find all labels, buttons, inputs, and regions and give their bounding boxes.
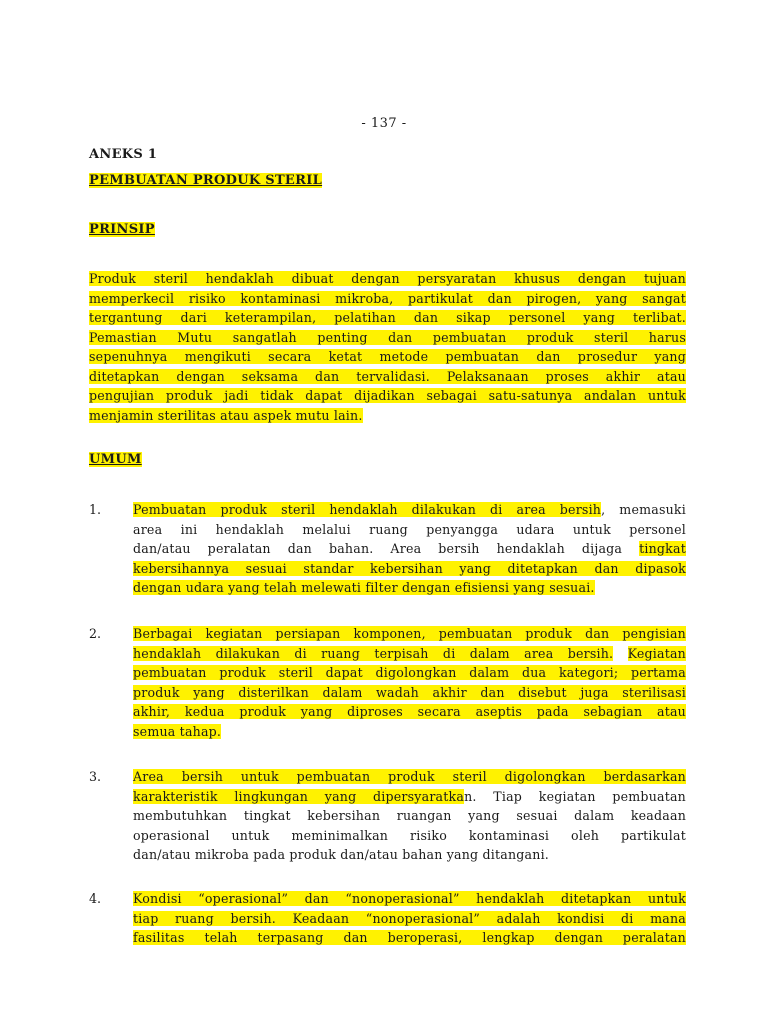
highlighted-text: tergantung dari keterampilan, pelatihan dan sikap personel yang terlibat. [89,310,686,325]
highlighted-text: ditetapkan dengan seksama dan tervalidasi. Pelaksanaan proses akhir atau [89,368,686,384]
section-heading-principle [89,221,155,238]
principle-line [89,367,686,387]
item-line [133,644,686,664]
plain-text: , memasuki [601,502,686,517]
principle-line [89,347,686,367]
item-line [133,806,686,826]
highlighted-text: hendaklah dilakukan di ruang terpisah di dalam area bersih. [133,645,614,661]
annex-title: ANEKS 1 [89,147,158,162]
item-line [133,702,686,722]
principle-line [89,308,686,328]
principle-paragraph [89,269,686,425]
item-number: 4. [89,891,102,906]
item-line [133,663,686,683]
item-line [133,767,686,787]
plain-text: operasional untuk meminimalkan risiko kontaminasi oleh partikulat [133,827,686,843]
highlighted-text: memperkecil risiko kontaminasi mikroba, partikulat dan pirogen, yang sangat [89,290,686,306]
plain-text: membutuhkan tingkat kebersihan ruangan yang sesuai dalam keadaan [133,808,686,823]
item-number: 1. [89,502,102,517]
highlighted-text: karakteristik lingkungan yang dipersyaratka [133,788,465,804]
highlighted-text: semua tahap. [133,723,222,739]
highlighted-text: Pembuatan produk steril hendaklah dilakukan di area bersih [133,502,602,517]
item-line [133,539,686,559]
page-number: - 137 - [361,116,407,131]
highlighted-text: Berbagai kegiatan persiapan komponen, pembuatan produk dan pengisian [133,626,686,641]
highlighted-text: menjamin sterilitas atau aspek mutu lain. [89,407,363,423]
highlighted-text: Produk steril hendaklah dibuat dengan persyaratan khusus dengan tujuan [89,271,686,286]
highlighted-text: Pemastian Mutu sangatlah penting dan pembuatan produk steril harus [89,329,686,345]
principle-line [89,406,686,426]
principle-heading-text: PRINSIP [89,222,155,237]
highlighted-text: pengujian produk jadi tidak dapat dijadikan sebagai satu-satunya andalan untuk [89,388,686,403]
highlighted-text: tingkat [639,541,686,556]
item-line [133,722,686,742]
general-heading-text: UMUM [89,452,142,467]
item-line [133,909,686,929]
plain-text [613,646,627,661]
section-heading-general [89,451,142,468]
plain-text: dan/atau peralatan dan bahan. Area bersih hendaklah dijaga [133,541,640,556]
highlighted-text: produk yang disterilkan dalam wadah akhir dan disebut juga sterilisasi [133,684,686,700]
item-line [133,845,686,865]
principle-line [89,328,686,348]
highlighted-text: dengan udara yang telah melewati filter dengan efisiensi yang sesuai. [133,580,595,595]
item-line [133,928,686,948]
principle-line [89,269,686,289]
highlighted-text: Kondisi “operasional” dan “nonoperasional” hendaklah ditetapkan untuk [133,891,686,906]
principle-line [89,386,686,406]
item-text [133,500,686,598]
item-line [133,559,686,579]
highlighted-text: Kegiatan [627,645,686,661]
highlighted-text: pembuatan produk steril dapat digolongkan dalam dua kategori; pertama [133,665,686,680]
highlighted-text: Area bersih untuk pembuatan produk steril digolongkan berdasarkan [133,769,686,784]
item-line [133,624,686,644]
item-line [133,500,686,520]
highlighted-text: fasilitas telah terpasang dan beroperasi, lengkap dengan peralatan [133,930,686,945]
item-text [133,889,686,948]
item-line [133,520,686,540]
highlighted-text: sepenuhnya mengikuti secara ketat metode pembuatan dan prosedur yang [89,349,686,364]
plain-text: n. Tiap kegiatan pembuatan [464,788,686,804]
item-line [133,826,686,846]
highlighted-text: kebersihannya sesuai standar kebersihan yang ditetapkan dan dipasok [133,560,686,576]
annex-subtitle-text: PEMBUATAN PRODUK STERIL [89,173,323,188]
plain-text: area ini hendaklah melalui ruang penyangga udara untuk personel [133,521,686,537]
item-number: 2. [89,626,102,641]
item-text [133,767,686,865]
item-line [133,578,686,598]
annex-subtitle [89,172,322,189]
item-line [133,683,686,703]
item-line [133,787,686,807]
highlighted-text: akhir, kedua produk yang diproses secara aseptis pada sebagian atau [133,704,686,719]
plain-text: dan/atau mikroba pada produk dan/atau bahan yang ditangani. [133,847,550,862]
principle-line [89,289,686,309]
item-line [133,889,686,909]
item-number: 3. [89,769,102,784]
item-text [133,624,686,741]
highlighted-text: tiap ruang bersih. Keadaan “nonoperasional” adalah kondisi di mana [133,910,686,926]
